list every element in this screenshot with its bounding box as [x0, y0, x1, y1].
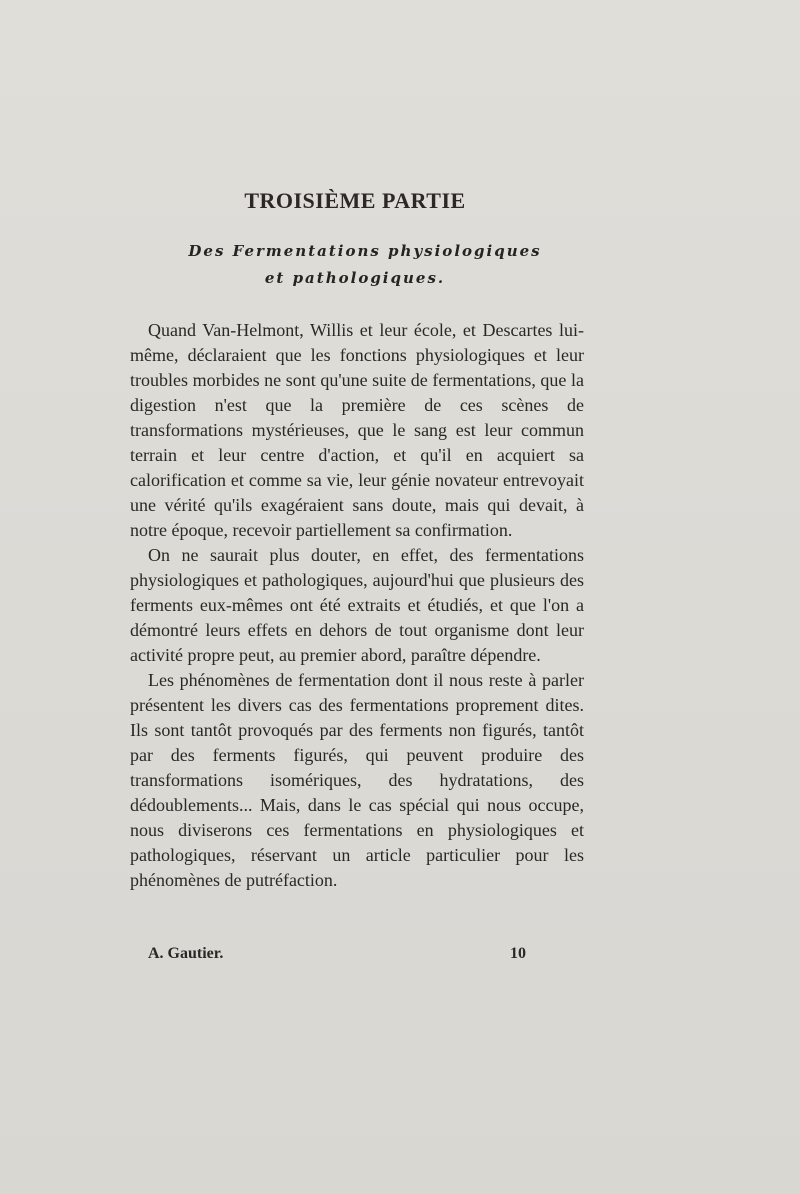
paragraph-2: On ne saurait plus douter, en effet, des fermentations physiologiques et pathologiques, aujourd'hui que plusieurs des ferments eux-mêmes ont été extraits et étudiés, et que l'on a démontré leurs effets en dehors de tout organisme dont leur activité propre peut, au premier abord, paraître dépendre.: [130, 545, 584, 665]
author-credit: A. Gautier.: [148, 945, 224, 962]
body-text: [130, 318, 584, 893]
signature-mark: 10: [510, 945, 526, 962]
section-subtitle-line1: Des Fermentations physiologiques: [188, 242, 542, 260]
paragraph-3: Les phénomènes de fermentation dont il nous reste à parler présentent les divers cas des fermentations proprement dites. Ils sont tantôt provoqués par des ferments non figurés, tantôt par des ferments figurés, qui peuvent produire des transformations isomériques, des hydratations, des dédoublements... Mais, dans le cas spécial qui nous occupe, nous diviserons ces fermentations en physiologiques et pathologiques, réservant un article particulier pour les phénomènes de putréfaction.: [130, 670, 584, 890]
section-subtitle-line2: et pathologiques.: [264, 269, 446, 287]
part-title: TROISIÈME PARTIE: [244, 188, 466, 213]
paragraph-1: Quand Van-Helmont, Willis et leur école, et Descartes lui-même, déclaraient que les fonctions physiologiques et leur troubles morbides ne sont qu'une suite de fermentations, que la digestion n'est que la première de ces scènes de transformations mystérieuses, que le sang est leur commun terrain et leur centre d'action, et qu'il en acquiert sa calorification et comme sa vie, leur génie novateur entrevoyait une vérité qu'ils exagéraient sans doute, mais qui devait, à notre époque, recevoir partiellement sa confirmation.: [130, 320, 584, 540]
